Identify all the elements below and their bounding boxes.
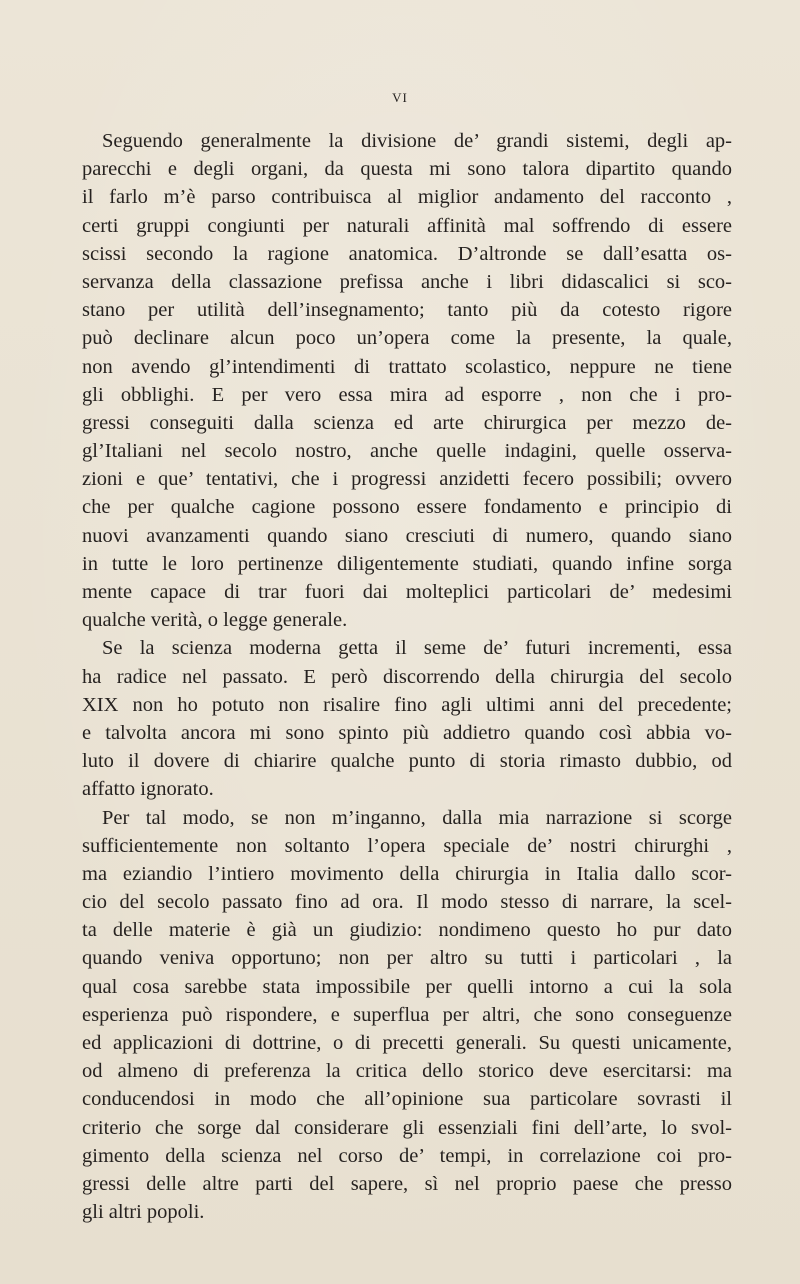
text-line: Per tal modo, se non m’inganno, dalla mia narrazione si scorge xyxy=(102,806,732,829)
text-line: cio del secolo passato fino ad ora. Il modo stesso di narrare, la scel- xyxy=(82,891,732,914)
text-line: Seguendo generalmente la divisione de’ grandi sistemi, degli ap- xyxy=(102,130,732,152)
text-line: ta delle materie è già un giudizio: nondimeno questo ho pur dato xyxy=(82,919,732,942)
text-line: conducendosi in modo che all’opinione sua particolare sovrasti il xyxy=(82,1088,732,1111)
text-line: in tutte le loro pertinenze diligentemente studiati, quando infine sorga xyxy=(82,552,732,575)
text-line: e talvolta ancora mi sono spinto più addietro quando così abbia vo- xyxy=(82,721,732,744)
text-line: od almeno di preferenza la critica dello storico deve esercitarsi: ma xyxy=(82,1060,732,1083)
text-line: criterio che sorge dal considerare gli essenziali fini dell’arte, lo svol- xyxy=(82,1116,732,1139)
text-line: zioni e que’ tentativi, che i progressi anzidetti fecero possibili; ovvero xyxy=(82,468,732,491)
body-text xyxy=(82,127,732,1226)
paragraph xyxy=(82,804,732,1227)
text-line: gimento della scienza nel corso de’ tempi, in correlazione coi pro- xyxy=(82,1144,732,1167)
text-line: gli obblighi. E per vero essa mira ad esporre , non che i pro- xyxy=(82,383,732,406)
text-line: ha radice nel passato. E però discorrendo della chirurgia del secolo xyxy=(82,665,732,688)
text-line: qualche verità, o legge generale. xyxy=(82,609,348,632)
text-line: gl’Italiani nel secolo nostro, anche quelle indagini, quelle osserva- xyxy=(82,440,732,463)
text-line: ma eziandio l’intiero movimento della chirurgia in Italia dallo scor- xyxy=(82,862,732,885)
text-line: XIX non ho potuto non risalire fino agli ultimi anni del precedente; xyxy=(82,693,732,716)
text-line: gli altri popoli. xyxy=(82,1201,205,1224)
text-line: il farlo m’è parso contribuisca al miglior andamento del racconto , xyxy=(82,186,732,209)
text-line: quando veniva opportuno; non per altro su tutti i particolari , la xyxy=(82,947,732,970)
text-line: affatto ignorato. xyxy=(82,778,214,801)
text-line: luto il dovere di chiarire qualche punto di storia rimasto dubbio, od xyxy=(82,750,732,773)
paragraph xyxy=(82,634,732,803)
text-line: non avendo gl’intendimenti di trattato scolastico, neppure ne tiene xyxy=(82,355,732,378)
text-line: scissi secondo la ragione anatomica. D’altronde se dall’esatta os- xyxy=(82,242,732,265)
paragraph xyxy=(82,127,732,634)
text-line: gressi conseguiti dalla scienza ed arte chirurgica per mezzo de- xyxy=(82,411,732,434)
page-number: VI xyxy=(392,90,408,105)
text-line: gressi delle altre parti del sapere, sì nel proprio paese che presso xyxy=(82,1172,732,1195)
text-line: ed applicazioni di dottrine, o di precetti generali. Su questi unicamente, xyxy=(82,1032,732,1054)
text-line: mente capace di trar fuori dai molteplici particolari de’ medesimi xyxy=(82,581,732,603)
text-line: certi gruppi congiunti per naturali affinità mal soffrendo di essere xyxy=(82,214,732,237)
text-line: che per qualche cagione possono essere fondamento e principio di xyxy=(82,496,732,519)
text-line: nuovi avanzamenti quando siano cresciuti di numero, quando siano xyxy=(82,524,732,547)
text-line: servanza della classazione prefissa anche i libri didascalici si sco- xyxy=(82,270,732,293)
text-line: qual cosa sarebbe stata impossibile per quelli intorno a cui la sola xyxy=(82,975,732,998)
text-line: può declinare alcun poco un’opera come la presente, la quale, xyxy=(82,327,732,350)
text-line: esperienza può rispondere, e superflua per altri, che sono conseguenze xyxy=(82,1003,732,1026)
text-line: sufficientemente non soltanto l’opera speciale de’ nostri chirurghi , xyxy=(82,834,732,857)
text-line: Se la scienza moderna getta il seme de’ futuri incrementi, essa xyxy=(102,637,732,660)
text-line: stano per utilità dell’insegnamento; tanto più da cotesto rigore xyxy=(82,299,732,322)
text-line: parecchi e degli organi, da questa mi sono talora dipartito quando xyxy=(82,158,732,181)
